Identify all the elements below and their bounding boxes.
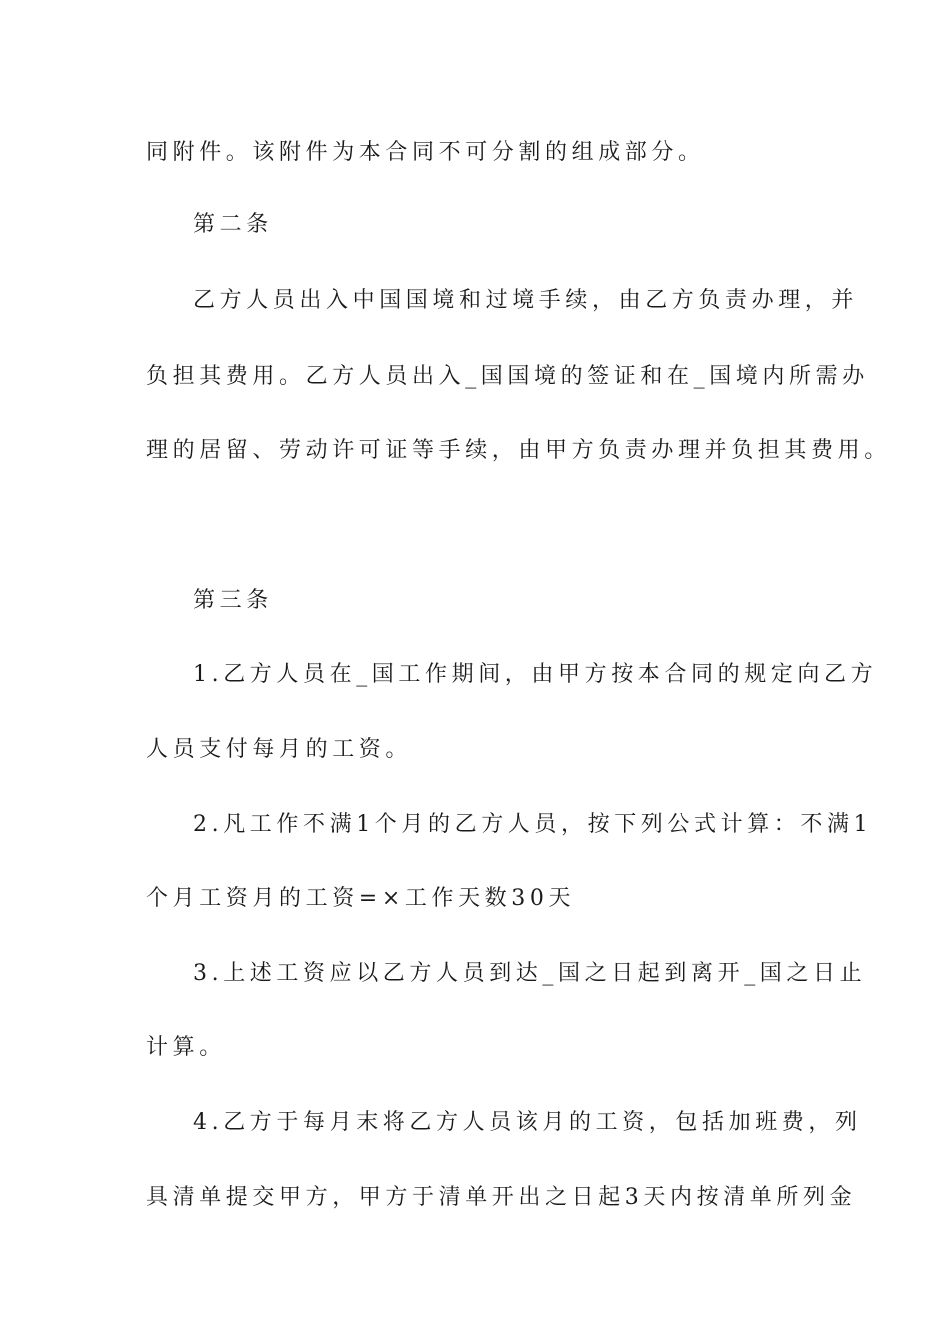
paragraph-line: 计算。	[146, 1035, 226, 1060]
paragraph-line: 理的居留、劳动许可证等手续，由甲方负责办理并负担其费用。	[146, 438, 891, 463]
paragraph-line: 个月工资月的工资=×工作天数30天	[146, 886, 576, 911]
paragraph-line: 负担其费用。乙方人员出入_国国境的签证和在_国境内所需办	[146, 364, 869, 389]
article-heading: 第三条	[193, 588, 273, 613]
article-heading: 第二条	[193, 212, 273, 237]
paragraph-line: 具清单提交甲方，甲方于清单开出之日起3天内按清单所列金	[146, 1185, 857, 1210]
paragraph-line: 2.凡工作不满1个月的乙方人员，按下列公式计算：不满1	[193, 812, 873, 837]
paragraph-line: 人员支付每月的工资。	[146, 737, 413, 762]
paragraph-line: 同附件。该附件为本合同不可分割的组成部分。	[146, 140, 705, 165]
paragraph-line: 乙方人员出入中国国境和过境手续，由乙方负责办理，并	[193, 288, 859, 313]
paragraph-line: 4.乙方于每月末将乙方人员该月的工资，包括加班费，列	[193, 1110, 862, 1135]
paragraph-line: 3.上述工资应以乙方人员到达_国之日起到离开_国之日止	[193, 961, 867, 986]
paragraph-line: 1.乙方人员在_国工作期间，由甲方按本合同的规定向乙方	[193, 662, 878, 687]
